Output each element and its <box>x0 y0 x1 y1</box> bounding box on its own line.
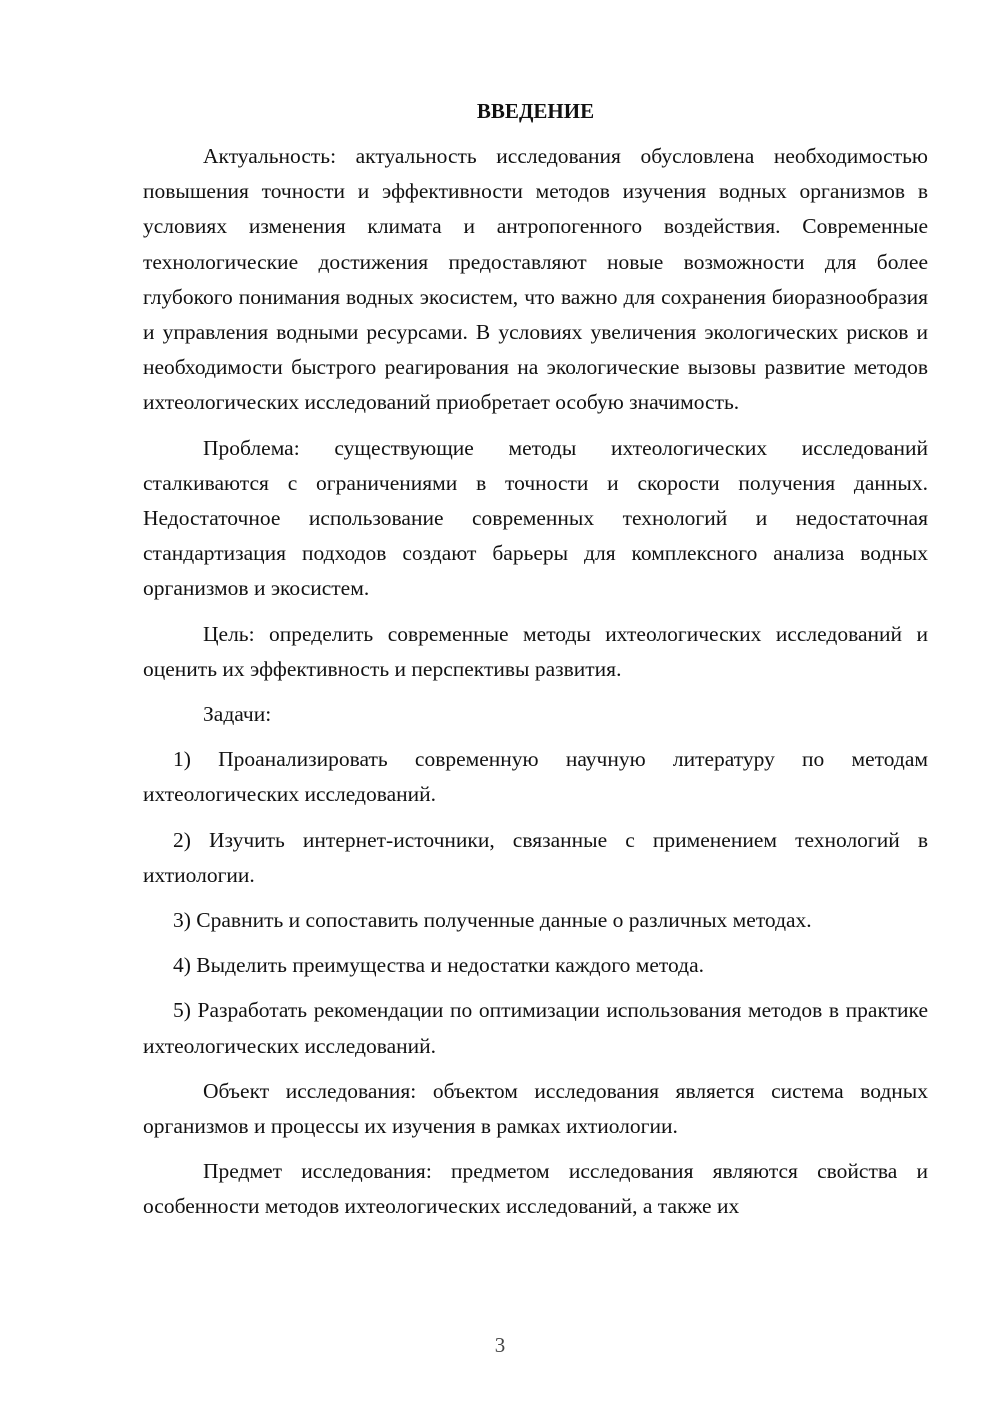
paragraph-problem: Проблема: существующие методы ихтеологических исследований сталкиваются с ограничениями в точности и скорости получения данных. Недостаточное использование современных технологий и недостаточная стандартизация подходов создают барьеры для комплексного анализа водных организмов и экосистем. <box>143 435 928 601</box>
page-content <box>143 95 928 1235</box>
paragraph-subject: Предмет исследования: предметом исследования являются свойства и особенности методов ихтеологических исследований, а также их <box>143 1159 928 1219</box>
task-item: 2) Изучить интернет-источники, связанные с применением технологий в ихтиологии. <box>143 827 928 887</box>
paragraph-goal: Цель: определить современные методы ихтеологических исследований и оценить их эффективность и перспективы развития. <box>143 621 928 681</box>
page-title: ВВЕДЕНИЕ <box>476 99 595 123</box>
paragraph-relevance: Актуальность: актуальность исследования обусловлена необходимостью повышения точности и эффективности методов изучения водных организмов в условиях изменения климата и антропогенного воздействия. Современные технологические достижения предоставляют новые возможности для более глубокого понимания водных экосистем, что важно для сохранения биоразнообразия и управления водными ресурсами. В условиях увеличения экологических рисков и необходимости быстрого реагирования на экологические вызовы развитие методов ихтеологических исследований приобретает особую значимость. <box>143 144 928 415</box>
task-item: 1) Проанализировать современную научную литературу по методам ихтеологических исследований. <box>143 747 928 807</box>
task-item: 4) Выделить преимущества и недостатки каждого метода. <box>173 953 705 978</box>
paragraph-object: Объект исследования: объектом исследования является система водных организмов и процессы их изучения в рамках ихтиологии. <box>143 1078 928 1139</box>
page-number: 3 <box>494 1333 506 1357</box>
task-item: 3) Сравнить и сопоставить полученные данные о различных методах. <box>173 908 812 933</box>
tasks-label: Задачи: <box>203 702 272 727</box>
task-item: 5) Разработать рекомендации по оптимизации использования методов в практике ихтеологических исследований. <box>143 998 928 1058</box>
